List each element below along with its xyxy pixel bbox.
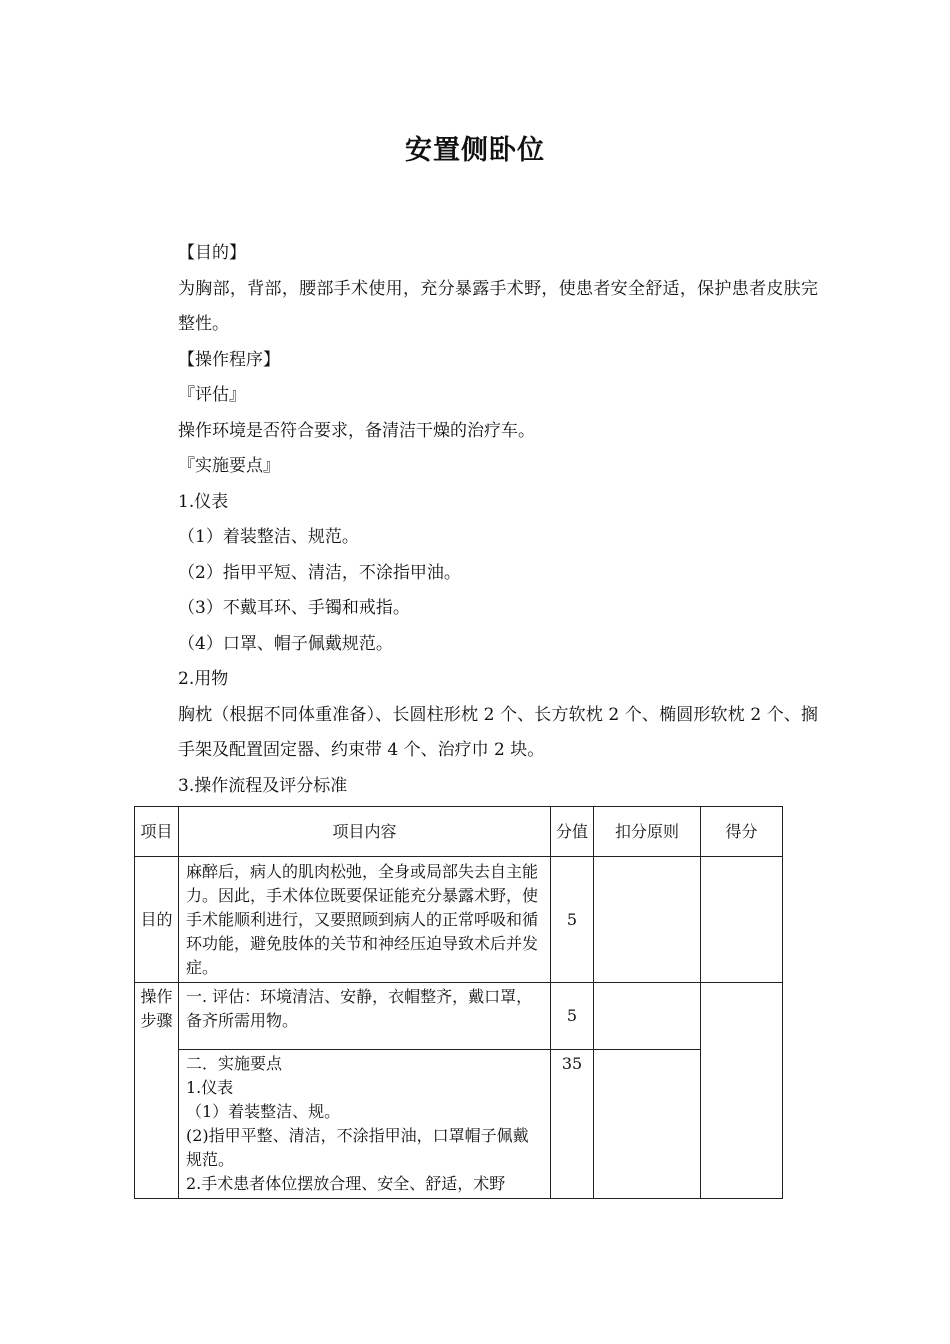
row-result bbox=[701, 857, 783, 983]
assessment-text: 操作环境是否符合要求，备清洁干燥的治疗车。 bbox=[178, 420, 535, 441]
section2-text: 胸枕（根据不同体重准备）、长圆柱形枕 2 个、长方软枕 2 个、椭圆形软枕 2 个、搁手架及配置固定器、约束带 4 个、治疗巾 2 块。 bbox=[178, 704, 818, 760]
content-line: 二．实施要点 bbox=[186, 1054, 283, 1073]
header-item: 项目 bbox=[135, 807, 179, 857]
page-title: 安置侧卧位 bbox=[405, 135, 545, 166]
row-score: 35 bbox=[551, 1050, 594, 1199]
row-content: 麻醉后，病人的肌肉松弛，全身或局部失去自主能力。因此，手术体位既要保证能充分暴露术野，使手术能顺利进行，又要照顾到病人的正常呼吸和循环功能，避免肢体的关节和神经压迫导致术后并发症。 bbox=[179, 857, 551, 983]
section3-title: 3.操作流程及评分标准 bbox=[178, 775, 348, 796]
assessment-heading: 『评估』 bbox=[178, 385, 246, 405]
table-row bbox=[135, 1050, 783, 1199]
section1-title: 1.仪表 bbox=[178, 491, 229, 512]
implementation-heading: 『实施要点』 bbox=[178, 456, 280, 476]
purpose-text: 为胸部，背部，腰部手术使用，充分暴露手术野，使患者安全舒适，保护患者皮肤完整性。 bbox=[178, 278, 818, 334]
header-content: 项目内容 bbox=[179, 807, 551, 857]
content-line: 1.仪表 bbox=[186, 1078, 234, 1097]
document-body bbox=[146, 236, 818, 804]
row-score: 5 bbox=[551, 983, 594, 1050]
procedure-heading: 【操作程序】 bbox=[178, 349, 280, 370]
header-deduction: 扣分原则 bbox=[594, 807, 701, 857]
row-result bbox=[701, 983, 783, 1199]
row-deduction bbox=[594, 1050, 701, 1199]
table-row bbox=[135, 857, 783, 983]
table-row bbox=[135, 983, 783, 1050]
section1-item: （1）着装整洁、规范。 bbox=[178, 527, 359, 547]
row-score: 5 bbox=[551, 857, 594, 983]
row-content bbox=[179, 1050, 551, 1199]
section2-title: 2.用物 bbox=[178, 669, 229, 689]
table-header-row bbox=[135, 807, 783, 857]
row-deduction bbox=[594, 857, 701, 983]
content-line: (2)指甲平整、清洁，不涂指甲油，口罩帽子佩戴规范。 bbox=[186, 1126, 529, 1169]
header-score: 分值 bbox=[551, 807, 594, 857]
purpose-heading: 【目的】 bbox=[178, 243, 246, 263]
row-content: 一. 评估：环境清洁、安静，衣帽整齐，戴口罩，备齐所需用物。 bbox=[179, 983, 551, 1050]
section1-item: （3）不戴耳环、手镯和戒指。 bbox=[178, 598, 410, 618]
row-item: 目的 bbox=[135, 857, 179, 983]
section1-item: （2）指甲平短、清洁，不涂指甲油。 bbox=[178, 562, 461, 583]
content-line: （1）着装整洁、规。 bbox=[186, 1102, 341, 1121]
row-deduction bbox=[594, 983, 701, 1050]
section1-item: （4）口罩、帽子佩戴规范。 bbox=[178, 633, 393, 654]
row-item: 操作步骤 bbox=[135, 983, 179, 1199]
scoring-table bbox=[134, 806, 783, 1199]
header-result: 得分 bbox=[701, 807, 783, 857]
content-line: 2.手术患者体位摆放合理、安全、舒适，术野 bbox=[186, 1174, 506, 1193]
